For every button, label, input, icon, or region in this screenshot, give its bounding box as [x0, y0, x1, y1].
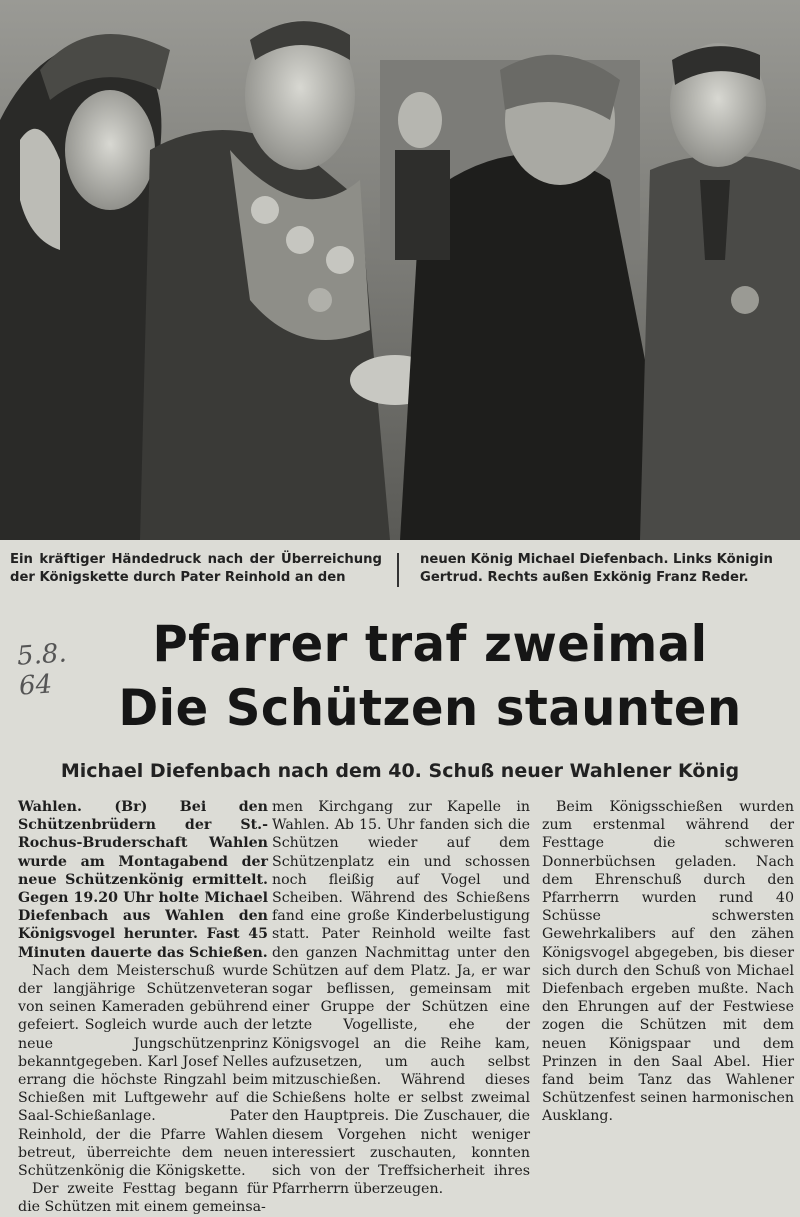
headline-line2: Die Schützen staunten	[118, 679, 742, 737]
article-paragraph: men Kirchgang zur Kapelle in Wahlen. Ab 15. Uhr fanden sich die Schützen wieder auf dem Schützenplatz ein und schossen noch fleißig auf Vogel und Scheiben. Während des Schießens fand eine große Kinderbelustigung statt. Pater Reinhold weilte fast den ganzen Nachmittag unter den Schützen auf dem Platz. Ja, er war sogar beflissen, gemeinsam mit einer Gruppe der Schützen eine letzte Vogelliste, ehe der Königsvogel an die Reihe kam, aufzusetzen, um auch selbst mitzuschießen. Während dieses Schießens holte er selbst zweimal den Hauptpreis. Die Zuschauer, die diesem Vorgehen nicht weniger interessiert zuschauten, konnten sich von der Treffsicherheit ihres Pfarrherrn überzeugen.	[272, 799, 530, 1198]
article-body	[0, 798, 800, 1216]
news-photo	[0, 0, 800, 540]
subheadline: Michael Diefenbach nach dem 40. Schuß neuer Wahlener König	[60, 760, 740, 782]
article-column-2	[272, 798, 530, 1198]
handwritten-date-line1: 5.8.	[15, 638, 68, 672]
handwritten-date-line2: 64	[18, 669, 54, 702]
caption-left: Ein kräftiger Händedruck nach der Überreichung der Königskette durch Pater Reinhold an den	[10, 552, 382, 585]
caption-right: neuen König Michael Diefenbach. Links Königin Gertrud. Rechts außen Exkönig Franz Reder.	[420, 552, 773, 585]
queen-face	[65, 90, 155, 210]
caption-divider	[397, 553, 399, 587]
article-lead: Wahlen. (Br) Bei den Schützenbrüdern der St.-Rochus-Bruderschaft Wahlen wurde am Montagabend der neue Schützenkönig ermittelt. Gegen 19.20 Uhr holte Michael Diefenbach aus Wahlen den Königsvogel herunter. Fast 45 Minuten dauerte das Schießen.	[18, 799, 268, 961]
article-column-3	[542, 798, 794, 1126]
headline	[60, 612, 800, 740]
article-column-1	[18, 798, 268, 1217]
article-paragraph: Beim Königsschießen wurden zum erstenmal während der Festtage die schweren Donnerbüchsen geladen. Nach dem Ehrenschuß durch den Pfarrherrn wurden rund 40 Schüsse schwersten Gewehrkalibers auf den zähen Königsvogel abgegeben, bis dieser sich durch den Schuß von Michael Diefenbach ergeben mußte. Nach den Ehrungen auf der Festwiese zogen die Schützen mit dem neuen Königspaar und dem Prinzen in den Saal Abel. Hier fand beim Tanz das Wahlener Schützenfest seinen harmonischen Ausklang.	[542, 799, 794, 1125]
photo-caption	[0, 545, 800, 589]
article-paragraph: Der zweite Festtag begann für die Schützen mit einem gemeinsa-	[18, 1181, 268, 1216]
article-paragraph: Nach dem Meisterschuß wurde der langjährige Schützenveteran von seinen Kameraden gebührend gefeiert. Sogleich wurde auch der neue Jungschützenprinz bekanntgegeben. Karl Josef Nelles errang die höchste Ringzahl beim Schießen mit Luftgewehr auf die Saal-Schießanlage. Pater Reinhold, der die Pfarre Wahlen betreut, überreichte dem neuen Schützenkönig die Königskette.	[18, 962, 268, 1180]
headline-line1: Pfarrer traf zweimal	[152, 615, 708, 673]
